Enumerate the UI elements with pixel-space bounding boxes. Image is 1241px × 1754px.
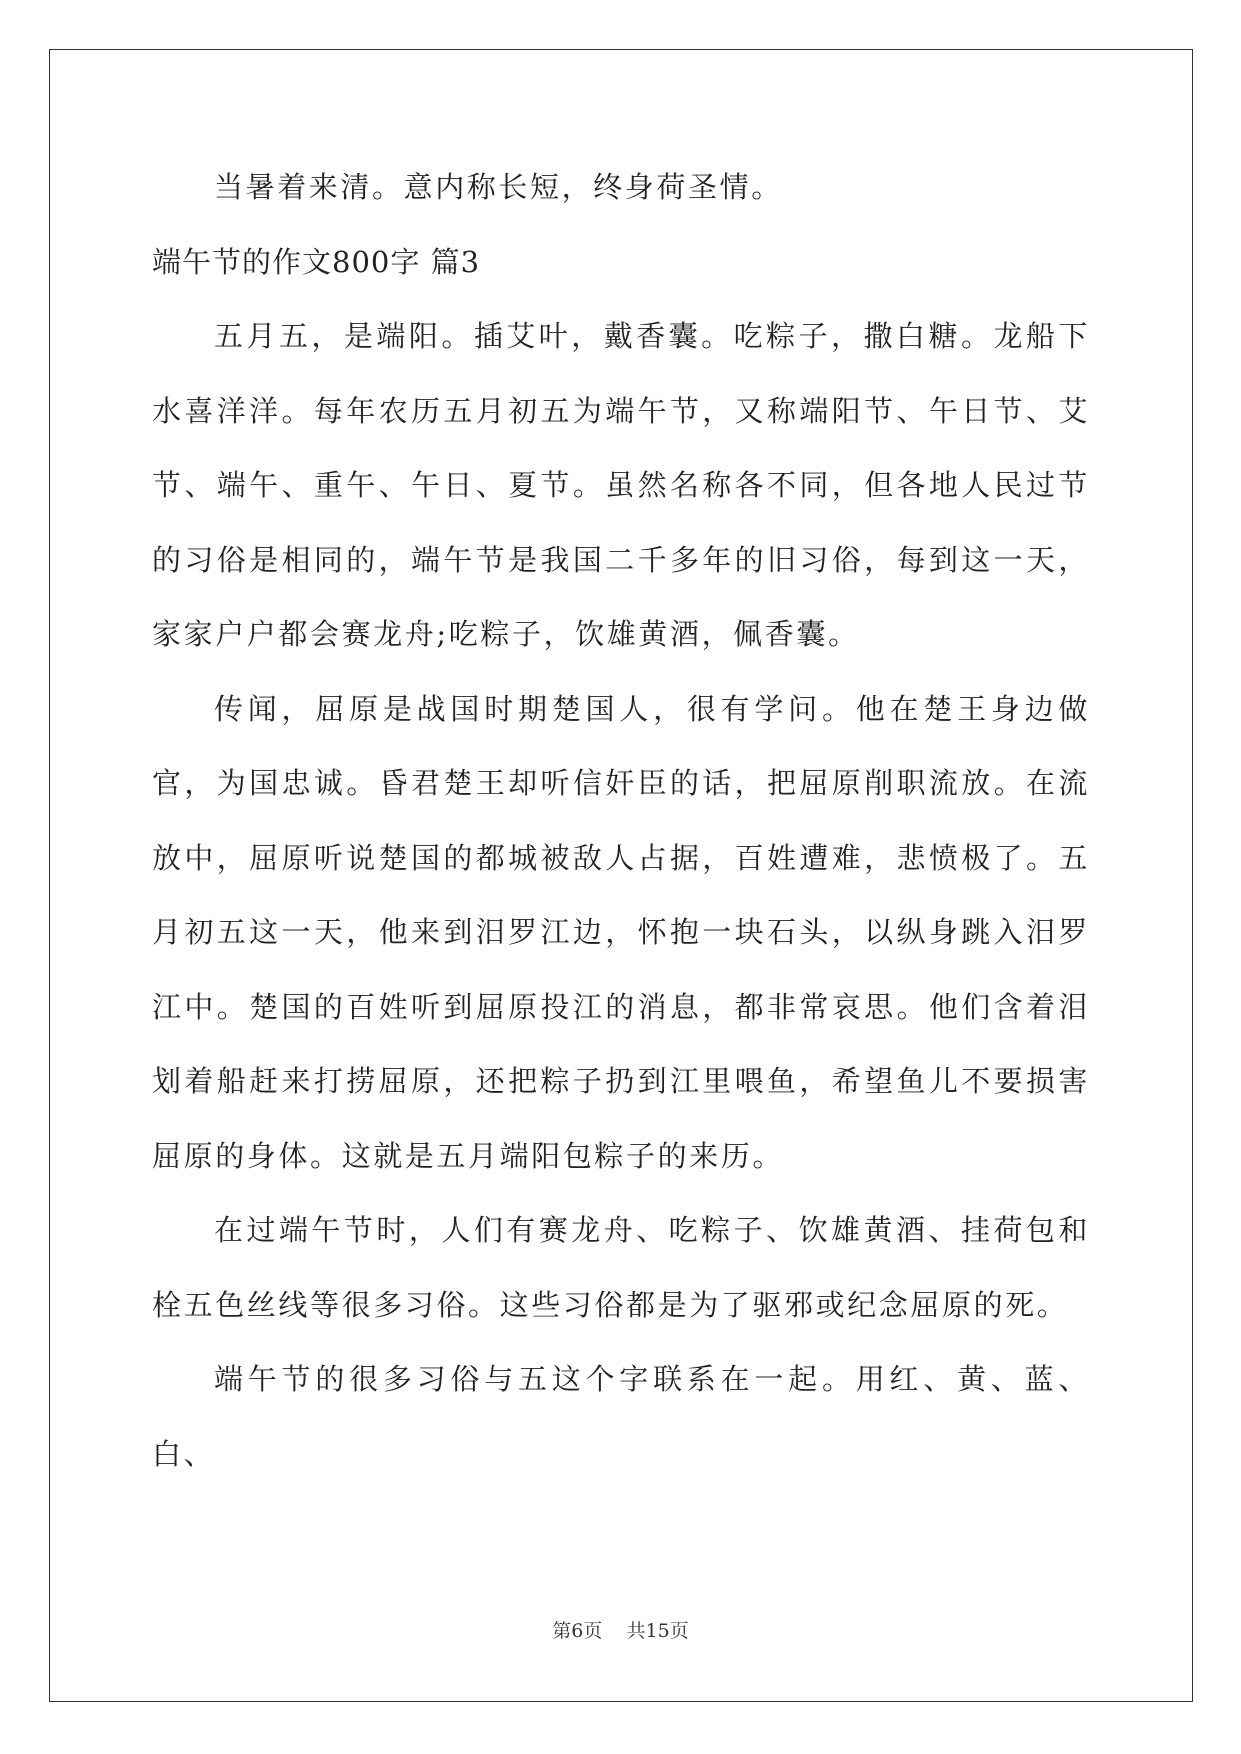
paragraph-legend: 传闻，屈原是战国时期楚国人，很有学问。他在楚王身边做官，为国忠诚。昏君楚王却听信奸臣的话，把屈原削职流放。在流放中，屈原听说楚国的都城被敌人占据，百姓遭难，悲愤极了。五月初五这一天，他来到汨罗江边，怀抱一块石头，以纵身跳入汨罗江中。楚国的百姓听到屈原投江的消息，都非常哀思。他们含着泪划着船赶来打捞屈原，还把粽子扔到江里喂鱼，希望鱼儿不要损害屈原的身体。这就是五月端阳包粽子的来历。 <box>152 691 1090 1173</box>
footer-page-number: 6 <box>571 1620 584 1642</box>
footer-page-prefix: 第 <box>552 1620 572 1642</box>
footer-page-suffix: 页 <box>583 1620 603 1642</box>
document-body <box>152 150 1090 1491</box>
footer-total-suffix: 页 <box>669 1620 689 1642</box>
paragraph-five: 端午节的很多习俗与五这个字联系在一起。用红、黄、蓝、白、 <box>152 1362 1090 1471</box>
section-heading: 端午节的作文800字 篇3 <box>152 244 481 279</box>
paragraph-customs: 在过端午节时，人们有赛龙舟、吃粽子、饮雄黄酒、挂荷包和栓五色丝线等很多习俗。这些习俗都是为了驱邪或纪念屈原的死。 <box>152 1213 1090 1322</box>
paragraph-intro: 五月五，是端阳。插艾叶，戴香囊。吃粽子，撒白糖。龙船下水喜洋洋。每年农历五月初五为端午节，又称端阳节、午日节、艾节、端午、重午、午日、夏节。虽然名称各不同，但各地人民过节的习俗是相同的，端午节是我国二千多年的旧习俗，每到这一天，家家户户都会赛龙舟;吃粽子，饮雄黄酒，佩香囊。 <box>152 319 1090 651</box>
paragraph-continuation: 当暑着来清。意内称长短，终身荷圣情。 <box>214 170 783 204</box>
footer-total-pages: 15 <box>645 1620 670 1642</box>
page-footer <box>0 1616 1241 1643</box>
footer-total-prefix: 共 <box>626 1620 646 1642</box>
